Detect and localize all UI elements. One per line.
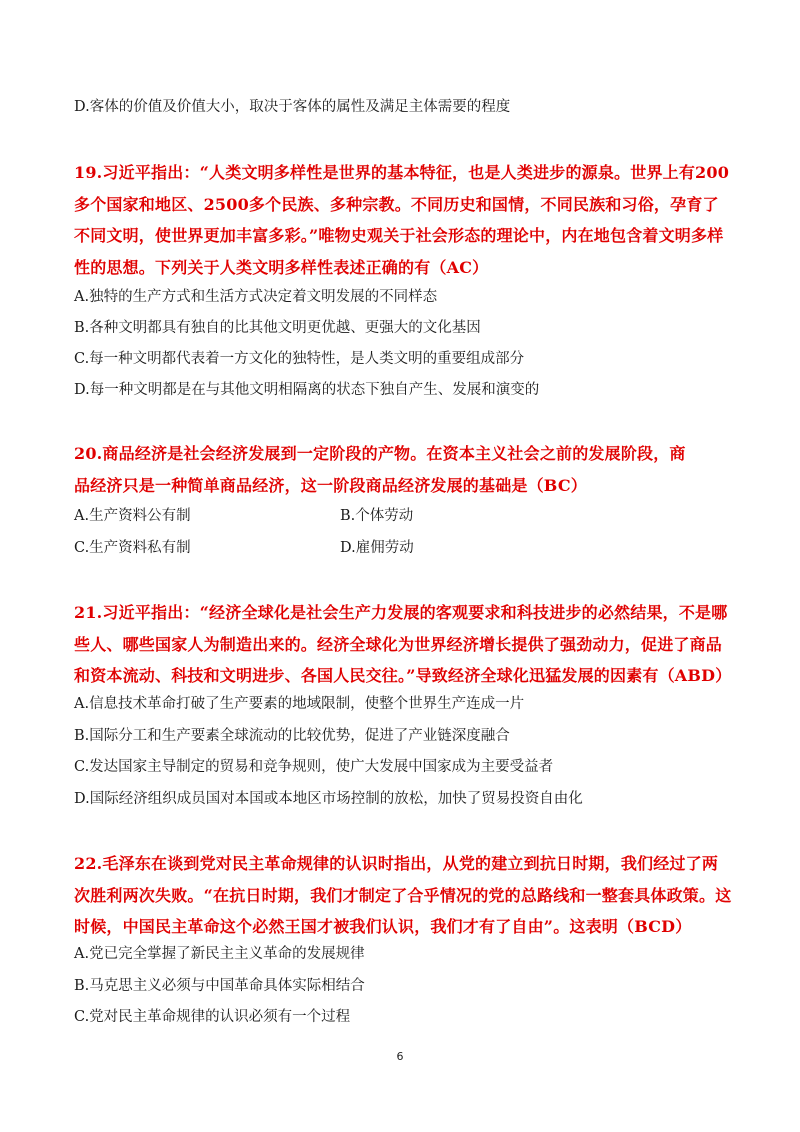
q20-option-b: B.个体劳动 (340, 508, 414, 524)
q20-stem: 20.商品经济是社会经济发展到一定阶段的产物。在资本主义社会之前的发展阶段，商品经济只是一种简单商品经济，这一阶段商品经济发展的基础是（BC） (74, 444, 686, 495)
q19-option-a: A.独特的生产方式和生活方式决定着文明发展的不同样态 (74, 289, 438, 305)
q20-option-a: A.生产资料公有制 (74, 508, 191, 524)
q19-option-c: C.每一种文明都代表着一方文化的独特性，是人类文明的重要组成部分 (74, 351, 525, 367)
q19-stem: 19.习近平指出：“人类文明多样性是世界的基本特征，也是人类进步的源泉。世界上有200多个国家和地区、2500多个民族、多种宗教。不同历史和国情，不同民族和习俗，孕育了不同文明，使世界更加丰富多彩。”唯物史观关于社会形态的理论中，内在地包含着文明多样性的思想。下列关于人类文明多样性表述正确的有（AC） (74, 163, 730, 277)
q21-option-c: C.发达国家主导制定的贸易和竞争规则，使广大发展中国家成为主要受益者 (74, 759, 554, 775)
q19-option-d: D.每一种文明都是在与其他文明相隔离的状态下独自产生、发展和演变的 (74, 382, 540, 398)
q22-option-b: B.马克思主义必须与中国革命具体实际相结合 (74, 978, 365, 994)
q20-option-d: D.雇佣劳动 (340, 540, 414, 556)
q21-option-b: B.国际分工和生产要素全球流动的比较优势，促进了产业链深度融合 (74, 728, 510, 744)
q22-option-c: C.党对民主革命规律的认识必须有一个过程 (74, 1009, 351, 1025)
q21-stem: 21.习近平指出：“经济全球化是社会生产力发展的客观要求和科技进步的必然结果，不是哪些人、哪些国家人为制造出来的。经济全球化为世界经济增长提供了强劲动力，促进了商品和资本流动、科技和文明进步、各国人民交往。”导致经济全球化迅猛发展的因素有（ABD） (74, 603, 732, 685)
q22-stem: 22.毛泽东在谈到党对民主革命规律的认识时指出，从党的建立到抗日时期，我们经过了两次胜利两次失败。“在抗日时期，我们才制定了合乎情况的党的总路线和一整套具体政策。这时候，中国民主革命这个必然王国才被我们认识，我们才有了自由”。这表明（BCD） (74, 854, 732, 936)
q21-option-d: D.国际经济组织成员国对本国或本地区市场控制的放松，加快了贸易投资自由化 (74, 791, 583, 807)
q18-option-d: D.客体的价值及价值大小，取决于客体的属性及满足主体需要的程度 (74, 99, 511, 115)
q20-option-c: C.生产资料私有制 (74, 540, 191, 556)
page-number: 6 (396, 1050, 404, 1063)
q21-option-a: A.信息技术革命打破了生产要素的地域限制，使整个世界生产连成一片 (74, 696, 525, 712)
q22-option-a: A.党已完全掌握了新民主主义革命的发展规律 (74, 946, 365, 962)
q19-option-b: B.各种文明都具有独自的比其他文明更优越、更强大的文化基因 (74, 320, 481, 336)
